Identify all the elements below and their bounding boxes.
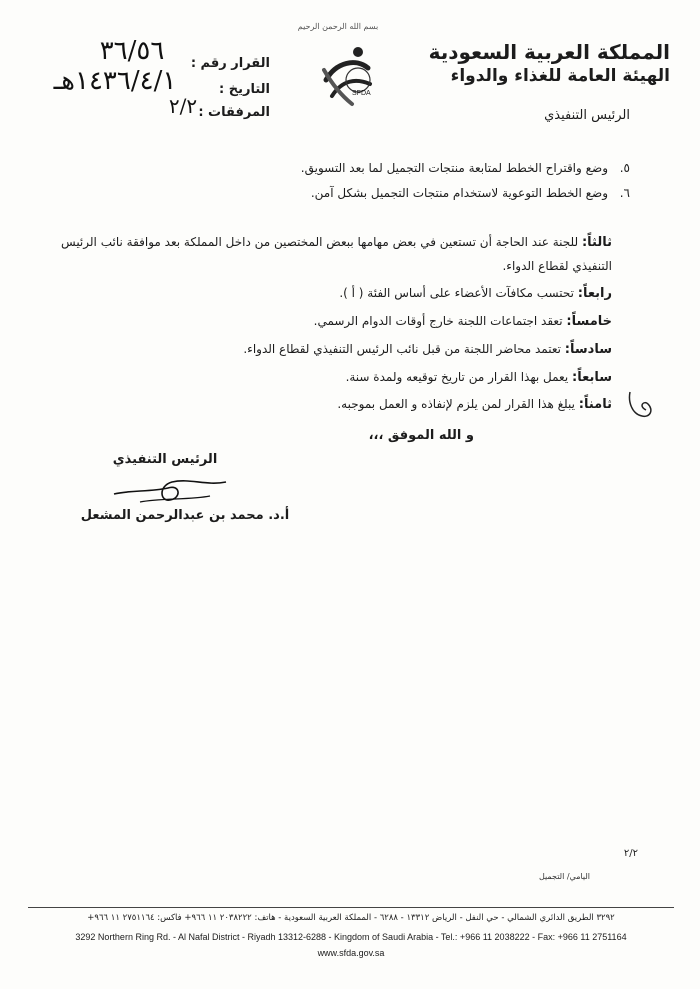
org-office: الرئيس التنفيذي <box>544 108 630 123</box>
item-text: وضع الخطط التوعوية لاستخدام منتجات التجميل بشكل آمن. <box>310 186 608 200</box>
clause-eighth <box>337 394 612 415</box>
footer-address-arabic: ٣٢٩٢ الطريق الدائري الشمالي - حي النفل - الرياض ١٣٣١٢ - ٦٢٨٨ - المملكة العربية السعودية - هاتف: ٢٠٣٨٢٢٢ ١١ ٩٦٦+ فاكس: ٢٧٥١١٦٤ ١١ ٩٦٦+ <box>87 913 615 923</box>
decision-number-value: ٣٦/٥٦ <box>99 36 165 66</box>
clause-label: سابعاً: <box>572 370 612 385</box>
clause-text: تعقد اجتماعات اللجنة خارج أوقات الدوام الرسمي. <box>313 314 563 328</box>
handwritten-mark <box>624 388 660 426</box>
clause-label: سادساً: <box>564 342 612 357</box>
decision-number-label: القرار رقم : <box>190 56 270 71</box>
org-name-authority: الهيئة العامة للغذاء والدواء <box>450 66 670 86</box>
clause-third-continued: التنفيذي لقطاع الدواء. <box>502 259 612 273</box>
clause-third <box>61 232 612 253</box>
margin-mark-icon <box>624 388 660 422</box>
clause-sixth <box>243 339 612 360</box>
item-text: وضع واقتراح الخطط لمتابعة منتجات التجميل لما بعد التسويق. <box>300 161 608 175</box>
list-item <box>301 158 630 178</box>
clause-seventh <box>346 367 612 388</box>
clause-fifth <box>314 311 612 332</box>
clause-label: رابعاً: <box>577 286 612 301</box>
logo-text: SFDA <box>352 90 371 97</box>
clause-label: ثالثاً: <box>581 235 612 250</box>
closing-phrase: و الله الموفق ،،، <box>368 428 474 443</box>
date-label: التاريخ : <box>219 82 270 97</box>
basmala: بسم الله الرحمن الرحيم <box>297 22 379 31</box>
sfda-logo <box>312 40 384 112</box>
clause-text: للجنة عند الحاجة أن تستعين في بعض مهامها ببعض المختصين من داخل المملكة بعد موافقة نائب الرئيس <box>61 235 579 249</box>
clause-text: تحتسب مكافآت الأعضاء على أساس الفئة ( أ ). <box>339 286 574 300</box>
item-number: ٥. <box>619 161 630 175</box>
list-item <box>311 183 630 203</box>
attachments-value: ٢/٢ <box>168 94 198 118</box>
sfda-logo-icon <box>312 40 384 112</box>
clause-text: يبلغ هذا القرار لمن يلزم لإنفاذه و العمل بموجبه. <box>337 397 575 411</box>
clause-label: ثامناً: <box>578 397 612 412</box>
footer-website: www.sfda.gov.sa <box>317 948 385 958</box>
footer-address-english: 3292 Northern Ring Rd. - Al Nafal District - Riyadh 13312-6288 - Kingdom of Saudi Arabia - Tel.: +966 11 2038222 - Fax: +966 11 2751164 <box>75 932 627 942</box>
attachments-label: المرفقات : <box>198 105 270 120</box>
file-initials: اليامي/ التجميل <box>538 872 590 881</box>
signatory-name: أ.د. محمد بن عبدالرحمن المشعل <box>80 508 290 523</box>
org-name-country: المملكة العربية السعودية <box>428 40 670 64</box>
clause-text: تعتمد محاضر اللجنة من قبل نائب الرئيس التنفيذي لقطاع الدواء. <box>243 342 561 356</box>
page-number: ٢/٢ <box>623 848 638 859</box>
signatory-title: الرئيس التنفيذي <box>112 452 218 467</box>
clause-fourth <box>339 283 612 304</box>
clause-text: يعمل بهذا القرار من تاريخ توقيعه ولمدة سنة. <box>345 370 569 384</box>
footer-divider <box>28 907 674 908</box>
item-number: ٦. <box>619 186 630 200</box>
clause-label: خامساً: <box>566 314 612 329</box>
date-value: ١٤٣٦/٤/١هـ <box>53 66 177 96</box>
signature-icon <box>110 472 230 512</box>
